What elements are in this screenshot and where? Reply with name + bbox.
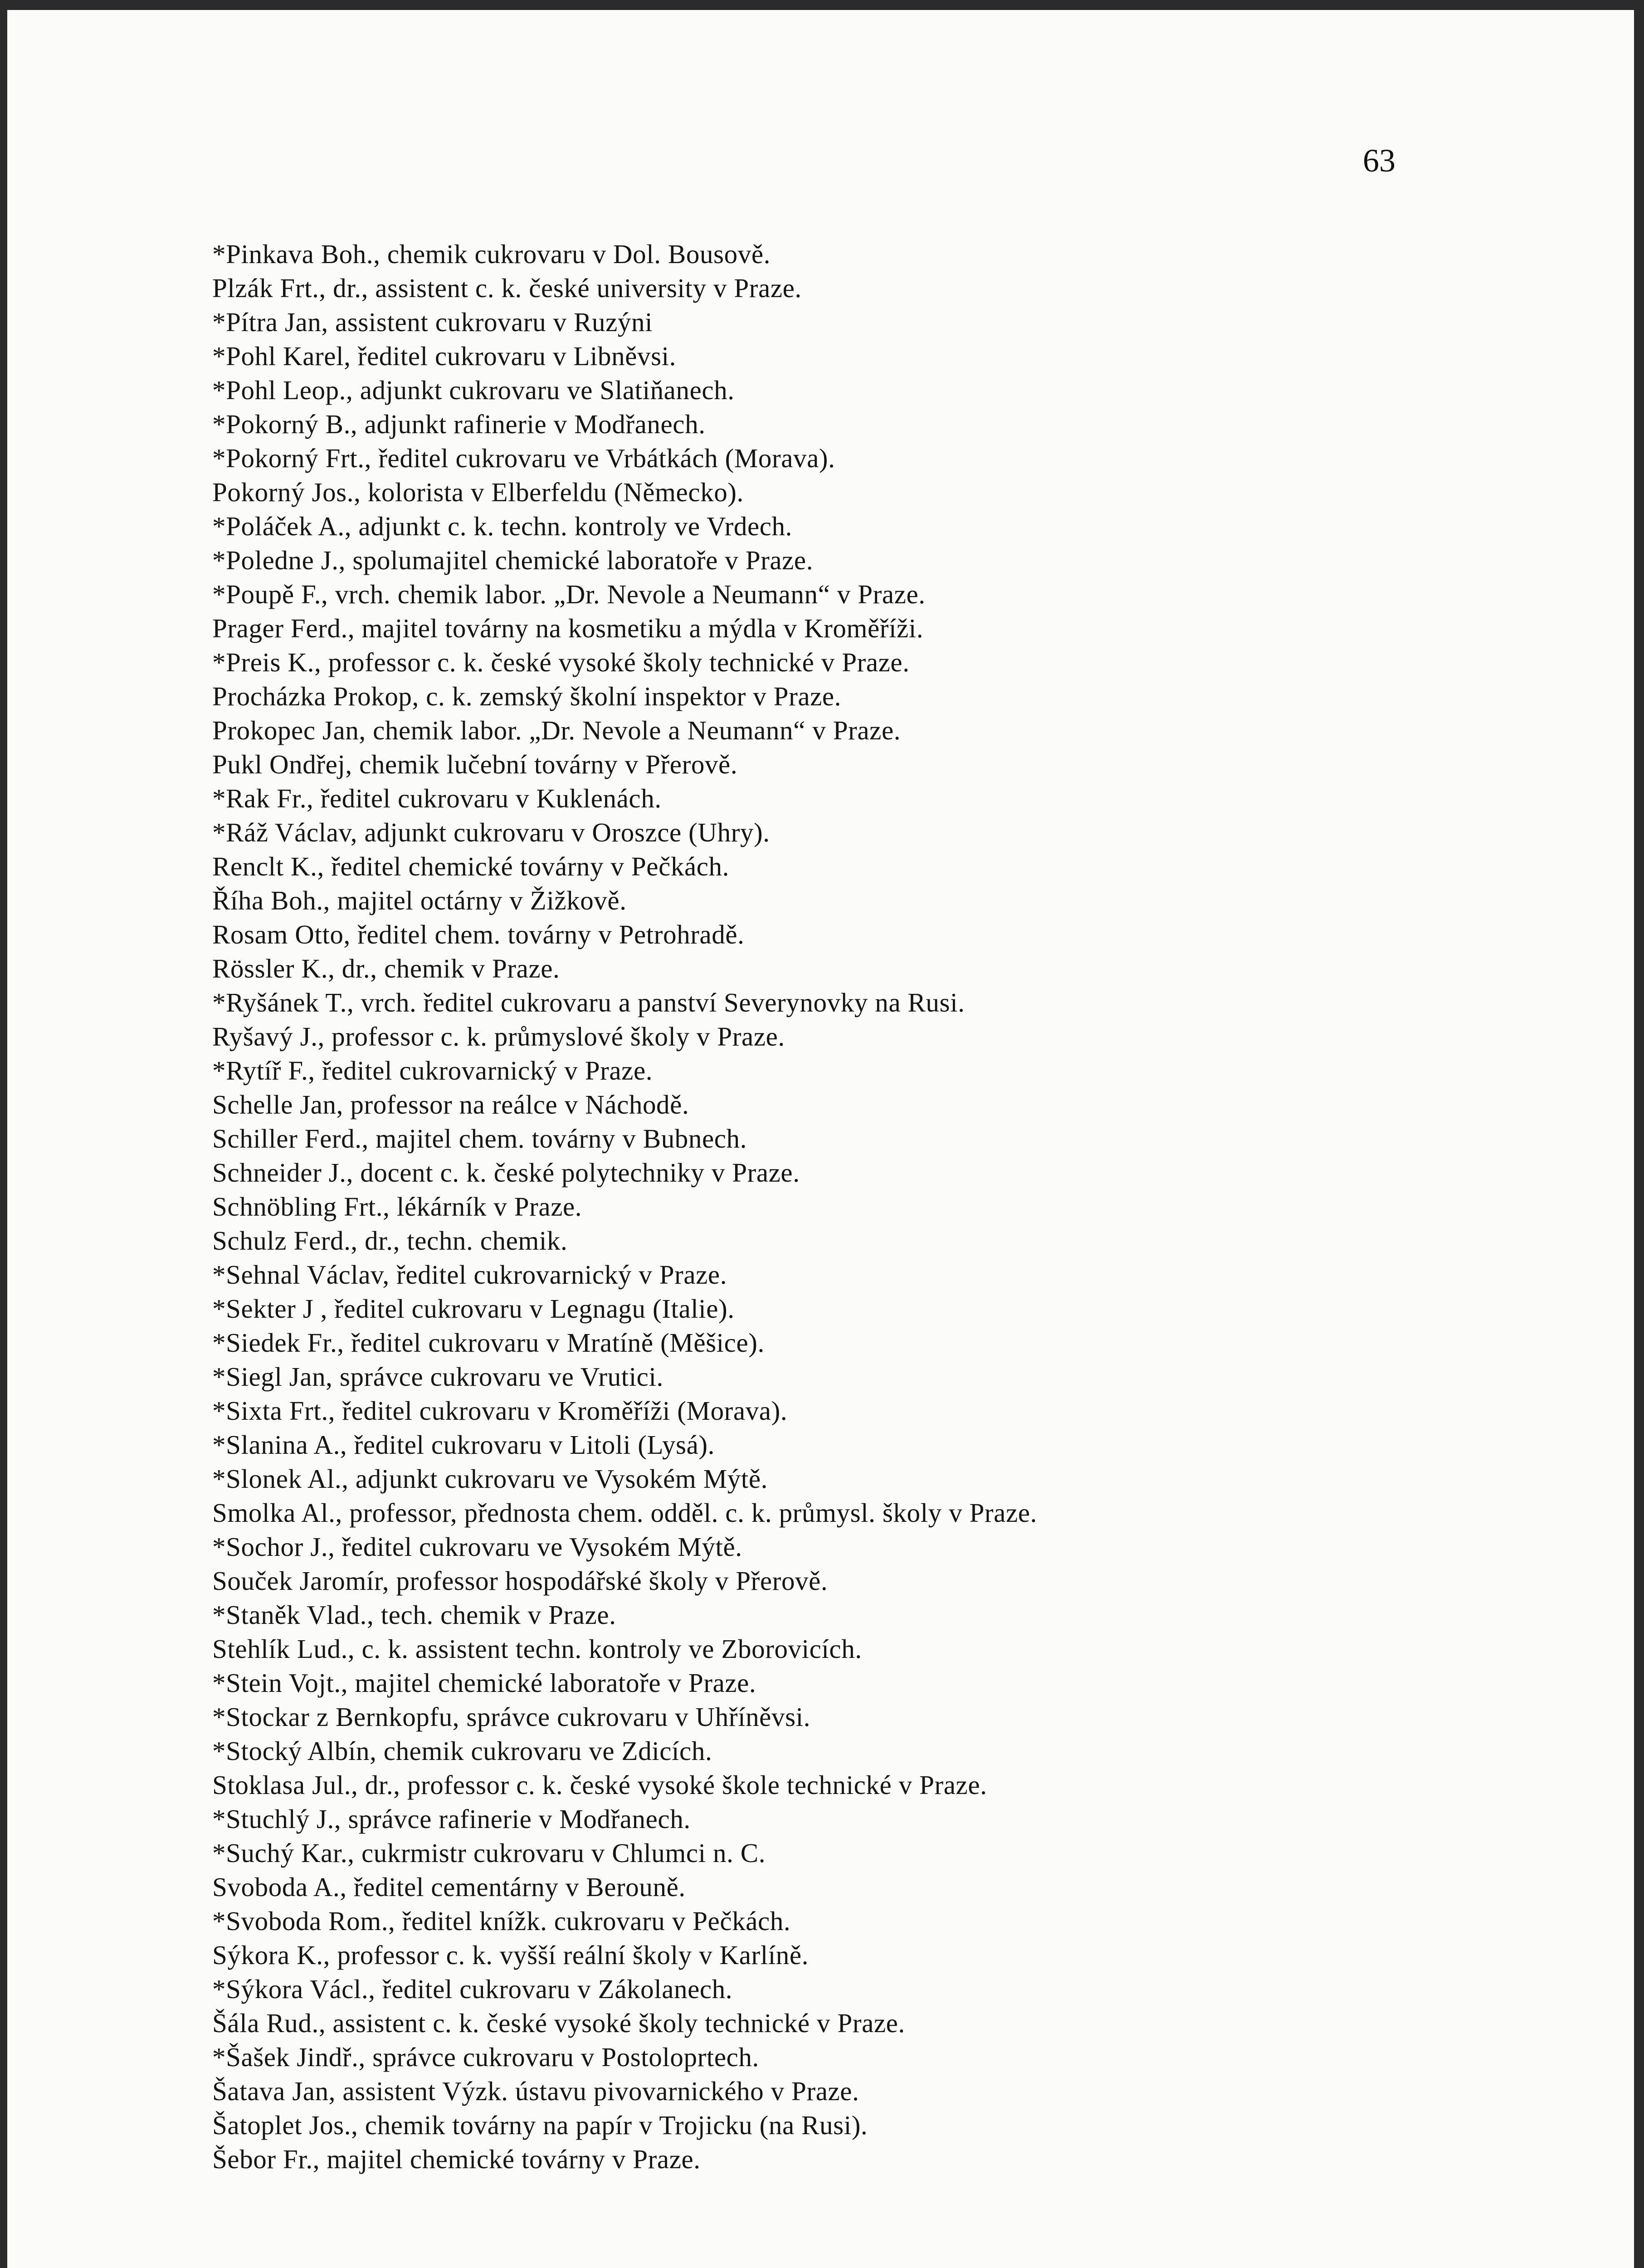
member-entry: *Pokorný B., adjunkt rafinerie v Modřanech. [212,409,706,439]
scan-border-top [0,0,1644,10]
member-entry: *Poláček A., adjunkt c. k. techn. kontroly ve Vrdech. [212,511,792,541]
member-entry: Stehlík Lud., c. k. assistent techn. kontroly ve Zborovicích. [212,1634,862,1664]
member-entry: *Ráž Václav, adjunkt cukrovaru v Oroszce (Uhry). [212,817,770,847]
member-entry: Ryšavý J., professor c. k. průmyslové školy v Praze. [212,1022,785,1051]
member-entry: Smolka Al., professor, přednosta chem. odděl. c. k. průmysl. školy v Praze. [212,1498,1037,1528]
member-entry: *Stein Vojt., majitel chemické laboratoře v Praze. [212,1668,756,1698]
member-entry: *Staněk Vlad., tech. chemik v Praze. [212,1600,616,1630]
member-entry: Renclt K., ředitel chemické továrny v Pečkách. [212,851,729,881]
member-entry: Pukl Ondřej, chemik lučební továrny v Přerově. [212,749,738,779]
member-entry: Šatava Jan, assistent Výzk. ústavu pivovarnického v Praze. [212,2076,859,2106]
member-entry: Procházka Prokop, c. k. zemský školní inspektor v Praze. [212,681,842,711]
member-entry: Plzák Frt., dr., assistent c. k. české university v Praze. [212,273,802,303]
member-entry: *Sixta Frt., ředitel cukrovaru v Kroměříži (Morava). [212,1396,788,1426]
member-entry: *Preis K., professor c. k. české vysoké školy technické v Praze. [212,647,910,677]
member-entry: *Šašek Jindř., správce cukrovaru v Postoloprtech. [212,2042,759,2072]
member-entry: Schneider J., docent c. k. české polytechniky v Praze. [212,1158,800,1188]
member-entry: Prager Ferd., majitel továrny na kosmetiku a mýdla v Kroměříži. [212,613,924,643]
member-entry: *Sochor J., ředitel cukrovaru ve Vysokém Mýtě. [212,1532,742,1562]
member-entry: *Pohl Leop., adjunkt cukrovaru ve Slatiňanech. [212,375,735,405]
member-entry: *Pohl Karel, ředitel cukrovaru v Libněvsi. [212,341,677,371]
scan-border-right [1634,0,1644,2268]
member-entry: *Stocký Albín, chemik cukrovaru ve Zdicích. [212,1736,712,1766]
member-entry: *Siegl Jan, správce cukrovaru ve Vrutici. [212,1362,663,1392]
member-entry: Schiller Ferd., majitel chem. továrny v Bubnech. [212,1124,747,1154]
member-list [212,237,1037,2176]
member-entry: *Sýkora Václ., ředitel cukrovaru v Zákolanech. [212,1974,733,2004]
member-entry: Sýkora K., professor c. k. vyšší reální školy v Karlíně. [212,1940,809,1970]
member-entry: *Stuchlý J., správce rafinerie v Modřanech. [212,1804,691,1834]
member-entry: *Poupě F., vrch. chemik labor. „Dr. Nevole a Neumann“ v Praze. [212,579,926,609]
member-entry: *Suchý Kar., cukrmistr cukrovaru v Chlumci n. C. [212,1838,766,1868]
scan-border-left [0,0,7,2268]
member-entry: *Pokorný Frt., ředitel cukrovaru ve Vrbátkách (Morava). [212,443,835,473]
member-entry: Stoklasa Jul., dr., professor c. k. české vysoké škole technické v Praze. [212,1770,987,1800]
member-entry: Svoboda A., ředitel cementárny v Berouně. [212,1872,686,1902]
member-entry: Schelle Jan, professor na reálce v Náchodě. [212,1090,689,1119]
member-entry: Rössler K., dr., chemik v Praze. [212,953,560,983]
member-entry: *Siedek Fr., ředitel cukrovaru v Mratíně (Měšice). [212,1328,765,1358]
member-entry: *Sekter J , ředitel cukrovaru v Legnagu (Italie). [212,1294,735,1324]
member-entry: Šála Rud., assistent c. k. české vysoké školy technické v Praze. [212,2008,905,2038]
member-entry: *Slonek Al., adjunkt cukrovaru ve Vysokém Mýtě. [212,1464,768,1494]
member-entry: Šebor Fr., majitel chemické továrny v Praze. [212,2144,701,2174]
member-entry: Schulz Ferd., dr., techn. chemik. [212,1226,568,1256]
member-entry: Souček Jaromír, professor hospodářské školy v Přerově. [212,1566,828,1596]
member-entry: Pokorný Jos., kolorista v Elberfeldu (Německo). [212,477,744,507]
member-entry: *Sehnal Václav, ředitel cukrovarnický v Praze. [212,1260,727,1290]
member-entry: Šatoplet Jos., chemik továrny na papír v Trojicku (na Rusi). [212,2110,868,2140]
member-entry: *Pítra Jan, assistent cukrovaru v Ruzýni [212,307,653,337]
member-entry: *Slanina A., ředitel cukrovaru v Litoli (Lysá). [212,1430,715,1460]
member-entry: Říha Boh., majitel octárny v Žižkově. [212,885,627,915]
member-entry: *Rak Fr., ředitel cukrovaru v Kuklenách. [212,783,662,813]
page-number: 63 [1363,142,1395,179]
member-entry: Schnöbling Frt., lékárník v Praze. [212,1192,582,1222]
member-entry: *Stockar z Bernkopfu, správce cukrovaru v Uhříněvsi. [212,1702,810,1732]
member-entry: *Poledne J., spolumajitel chemické laboratoře v Praze. [212,545,814,575]
member-entry: Rosam Otto, ředitel chem. továrny v Petrohradě. [212,919,745,949]
member-entry: *Rytíř F., ředitel cukrovarnický v Praze. [212,1056,653,1085]
member-entry: *Pinkava Boh., chemik cukrovaru v Dol. Bousově. [212,239,771,269]
member-entry: *Svoboda Rom., ředitel knížk. cukrovaru v Pečkách. [212,1906,791,1936]
member-entry: Prokopec Jan, chemik labor. „Dr. Nevole a Neumann“ v Praze. [212,715,901,745]
member-entry: *Ryšánek T., vrch. ředitel cukrovaru a panství Severynovky na Rusi. [212,987,965,1017]
